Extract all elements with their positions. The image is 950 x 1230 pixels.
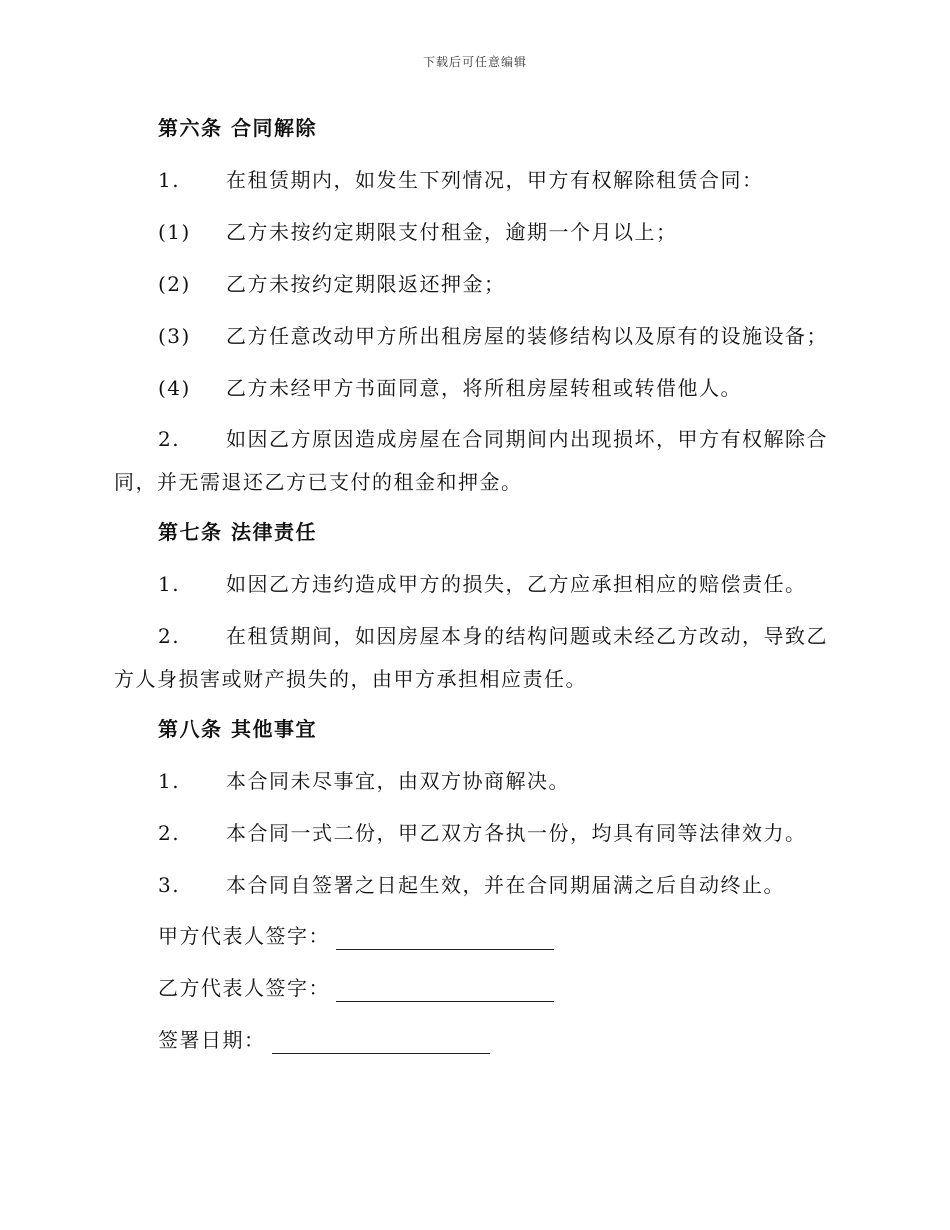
party-a-signature-field[interactable]: [336, 927, 554, 950]
party-b-signature-label: 乙方代表人签字：: [158, 976, 330, 1000]
item-text: 如因乙方原因造成房屋在合同期间内出现损坏，甲方有权解除合: [226, 427, 828, 451]
section-7-title: 第七条 法律责任: [158, 520, 317, 544]
item-text: 乙方任意改动甲方所出租房屋的装修结构以及原有的设施设备；: [226, 324, 828, 348]
party-a-signature-label: 甲方代表人签字：: [158, 924, 330, 948]
item-number: 1.: [158, 572, 181, 596]
item-text: 乙方未经甲方书面同意，将所租房屋转租或转借他人。: [226, 376, 742, 400]
item-number: (1): [158, 220, 191, 244]
item-text: 在租赁期内，如发生下列情况，甲方有权解除租赁合同：: [226, 168, 764, 192]
item-text: 乙方未按约定期限支付租金，逾期一个月以上；: [226, 220, 678, 244]
section-8-title: 第八条 其他事宜: [158, 717, 317, 741]
item-text: 在租赁期间，如因房屋本身的结构问题或未经乙方改动，导致乙: [226, 624, 828, 648]
item-text: 本合同未尽事宜，由双方协商解决。: [226, 769, 570, 793]
item-number: (4): [158, 376, 191, 400]
item-text: 乙方未按约定期限返还押金；: [226, 272, 506, 296]
item-text: 本合同一式二份，甲乙双方各执一份，均具有同等法律效力。: [226, 821, 807, 845]
item-number: 1.: [158, 769, 181, 793]
item-text: 如因乙方违约造成甲方的损失，乙方应承担相应的赔偿责任。: [226, 572, 807, 596]
section-6-title: 第六条 合同解除: [158, 116, 317, 140]
item-text-continued: 同，并无需退还乙方已支付的租金和押金。: [114, 470, 523, 494]
item-text: 本合同自签署之日起生效，并在合同期届满之后自动终止。: [226, 873, 785, 897]
item-number: 1.: [158, 168, 181, 192]
item-number: 2.: [158, 427, 181, 451]
item-text-continued: 方人身损害或财产损失的，由甲方承担相应责任。: [114, 667, 587, 691]
signing-date-label: 签署日期：: [158, 1028, 266, 1052]
signing-date-field[interactable]: [272, 1031, 490, 1054]
page-header: 下载后可任意编辑: [422, 55, 527, 69]
item-number: 3.: [158, 873, 181, 897]
item-number: (3): [158, 324, 191, 348]
item-number: 2.: [158, 821, 181, 845]
item-number: (2): [158, 272, 191, 296]
party-b-signature-field[interactable]: [336, 979, 554, 1002]
item-number: 2.: [158, 624, 181, 648]
